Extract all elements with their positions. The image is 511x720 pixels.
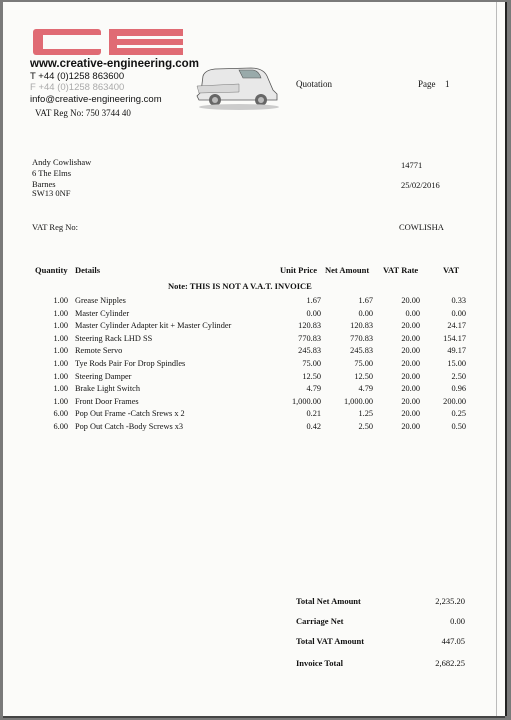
vat-note: Note: THIS IS NOT A V.A.T. INVOICE (168, 281, 312, 291)
table-row (3, 309, 505, 322)
item-unit-price: 770.83 (298, 333, 321, 343)
item-vat: 49.17 (447, 346, 466, 356)
document-date: 25/02/2016 (401, 180, 440, 190)
item-vat-rate: 20.00 (401, 422, 420, 431)
item-net-amount: 1.25 (358, 409, 373, 419)
item-net-amount: 12.50 (354, 371, 373, 381)
table-row (3, 346, 505, 359)
header-vat-rate: VAT Rate (383, 265, 419, 275)
total-vat-value: 447.05 (441, 636, 465, 646)
item-quantity: 1.00 (53, 359, 68, 368)
item-vat-rate: 0.00 (405, 308, 420, 318)
item-details: Steering Rack LHD SS (75, 333, 153, 343)
total-net-value: 2,235.20 (435, 596, 465, 606)
document-type: Quotation (296, 79, 332, 89)
item-details: Steering Damper (75, 371, 132, 381)
document-number: 14771 (401, 160, 423, 170)
item-details: Grease Nipples (75, 296, 126, 305)
van-image (193, 62, 285, 112)
item-vat-rate: 20.00 (401, 409, 420, 419)
account-reference: COWLISHA (399, 222, 444, 232)
company-website: www.creative-engineering.com (30, 58, 199, 70)
item-vat-rate: 20.00 (401, 346, 420, 356)
item-vat: 2.50 (451, 371, 466, 381)
item-details: Pop Out Catch -Body Screws x3 (75, 422, 184, 431)
item-vat-rate: 20.00 (401, 371, 420, 381)
item-vat-rate: 20.00 (401, 321, 420, 331)
item-unit-price: 4.79 (306, 384, 321, 394)
item-quantity: 1.00 (53, 346, 68, 356)
header-vat: VAT (443, 265, 460, 275)
carriage-value: 0.00 (450, 616, 465, 626)
header-unit-price: Unit Price (280, 265, 318, 275)
item-vat: 0.25 (451, 409, 466, 419)
page-label: Page (418, 79, 436, 89)
item-unit-price: 0.00 (306, 308, 321, 318)
item-net-amount: 1.67 (358, 296, 373, 305)
customer-name: Andy Cowlishaw (32, 157, 92, 167)
item-vat-rate: 20.00 (401, 296, 420, 305)
item-quantity: 1.00 (53, 321, 68, 331)
item-vat: 0.50 (451, 422, 466, 431)
item-vat-rate: 20.00 (401, 384, 420, 394)
company-logo (33, 26, 185, 58)
item-quantity: 1.00 (53, 396, 68, 406)
item-vat-rate: 20.00 (401, 359, 420, 368)
table-row (3, 359, 505, 372)
table-row (3, 372, 505, 385)
item-net-amount: 2.50 (358, 422, 373, 431)
item-unit-price: 12.50 (302, 371, 321, 381)
item-net-amount: 75.00 (354, 359, 373, 368)
header-quantity: Quantity (35, 265, 68, 275)
item-vat: 15.00 (447, 359, 466, 368)
item-details: Brake Light Switch (75, 384, 140, 394)
company-fax: F +44 (0)1258 863400 (30, 82, 125, 93)
item-details: Master Cylinder Adapter kit + Master Cylinder (75, 321, 232, 331)
item-net-amount: 770.83 (350, 333, 373, 343)
company-phone: T +44 (0)1258 863600 (30, 71, 125, 82)
item-unit-price: 1.67 (306, 296, 321, 305)
item-quantity: 6.00 (53, 409, 68, 419)
carriage-label: Carriage Net (296, 616, 344, 626)
item-unit-price: 1,000.00 (291, 396, 321, 406)
item-quantity: 6.00 (53, 422, 68, 431)
total-vat-label: Total VAT Amount (296, 636, 365, 646)
item-vat-rate: 20.00 (401, 333, 420, 343)
customer-address1: 6 The Elms (32, 168, 72, 178)
item-details: Master Cylinder (75, 308, 130, 318)
item-unit-price: 245.83 (298, 346, 321, 356)
item-details: Front Door Frames (75, 396, 139, 406)
item-net-amount: 4.79 (358, 384, 373, 394)
header-details: Details (75, 265, 101, 275)
table-row (3, 409, 505, 422)
company-vat-reg: VAT Reg No: 750 3744 40 (35, 108, 131, 118)
invoice-total-label: Invoice Total (296, 658, 343, 668)
table-row (3, 296, 505, 309)
item-unit-price: 75.00 (302, 359, 321, 368)
item-quantity: 1.00 (53, 371, 68, 381)
item-vat: 24.17 (447, 321, 466, 331)
table-row (3, 422, 505, 435)
item-vat: 200.00 (443, 396, 466, 406)
item-details: Pop Out Frame -Catch Srews x 2 (75, 409, 185, 419)
item-details: Tye Rods Pair For Drop Spindles (75, 359, 186, 368)
item-vat-rate: 20.00 (401, 396, 420, 406)
invoice-total-value: 2,682.25 (435, 658, 465, 668)
table-row (3, 384, 505, 397)
item-vat: 0.96 (451, 384, 466, 394)
item-net-amount: 120.83 (350, 321, 373, 331)
document-page (3, 2, 505, 716)
item-quantity: 1.00 (53, 308, 68, 318)
item-net-amount: 1,000.00 (343, 396, 373, 406)
item-unit-price: 0.21 (306, 409, 321, 419)
header-net-amount: Net Amount (325, 265, 370, 275)
item-net-amount: 245.83 (350, 346, 373, 356)
page-number: 1 (445, 79, 450, 89)
item-vat: 0.33 (451, 296, 466, 305)
customer-address2: Barnes (32, 179, 56, 189)
company-email: info@creative-engineering.com (30, 94, 162, 105)
table-row (3, 397, 505, 410)
customer-vat-label: VAT Reg No: (32, 222, 78, 232)
item-unit-price: 0.42 (306, 422, 321, 431)
item-details: Remote Servo (75, 346, 123, 356)
item-vat: 0.00 (451, 308, 466, 318)
item-quantity: 1.00 (53, 384, 68, 394)
customer-postcode: SW13 0NF (32, 188, 71, 198)
table-row (3, 334, 505, 347)
item-net-amount: 0.00 (358, 308, 373, 318)
item-quantity: 1.00 (53, 333, 68, 343)
total-net-label: Total Net Amount (296, 596, 361, 606)
item-quantity: 1.00 (53, 296, 68, 305)
item-vat: 154.17 (443, 333, 466, 343)
table-row (3, 321, 505, 334)
item-unit-price: 120.83 (298, 321, 321, 331)
